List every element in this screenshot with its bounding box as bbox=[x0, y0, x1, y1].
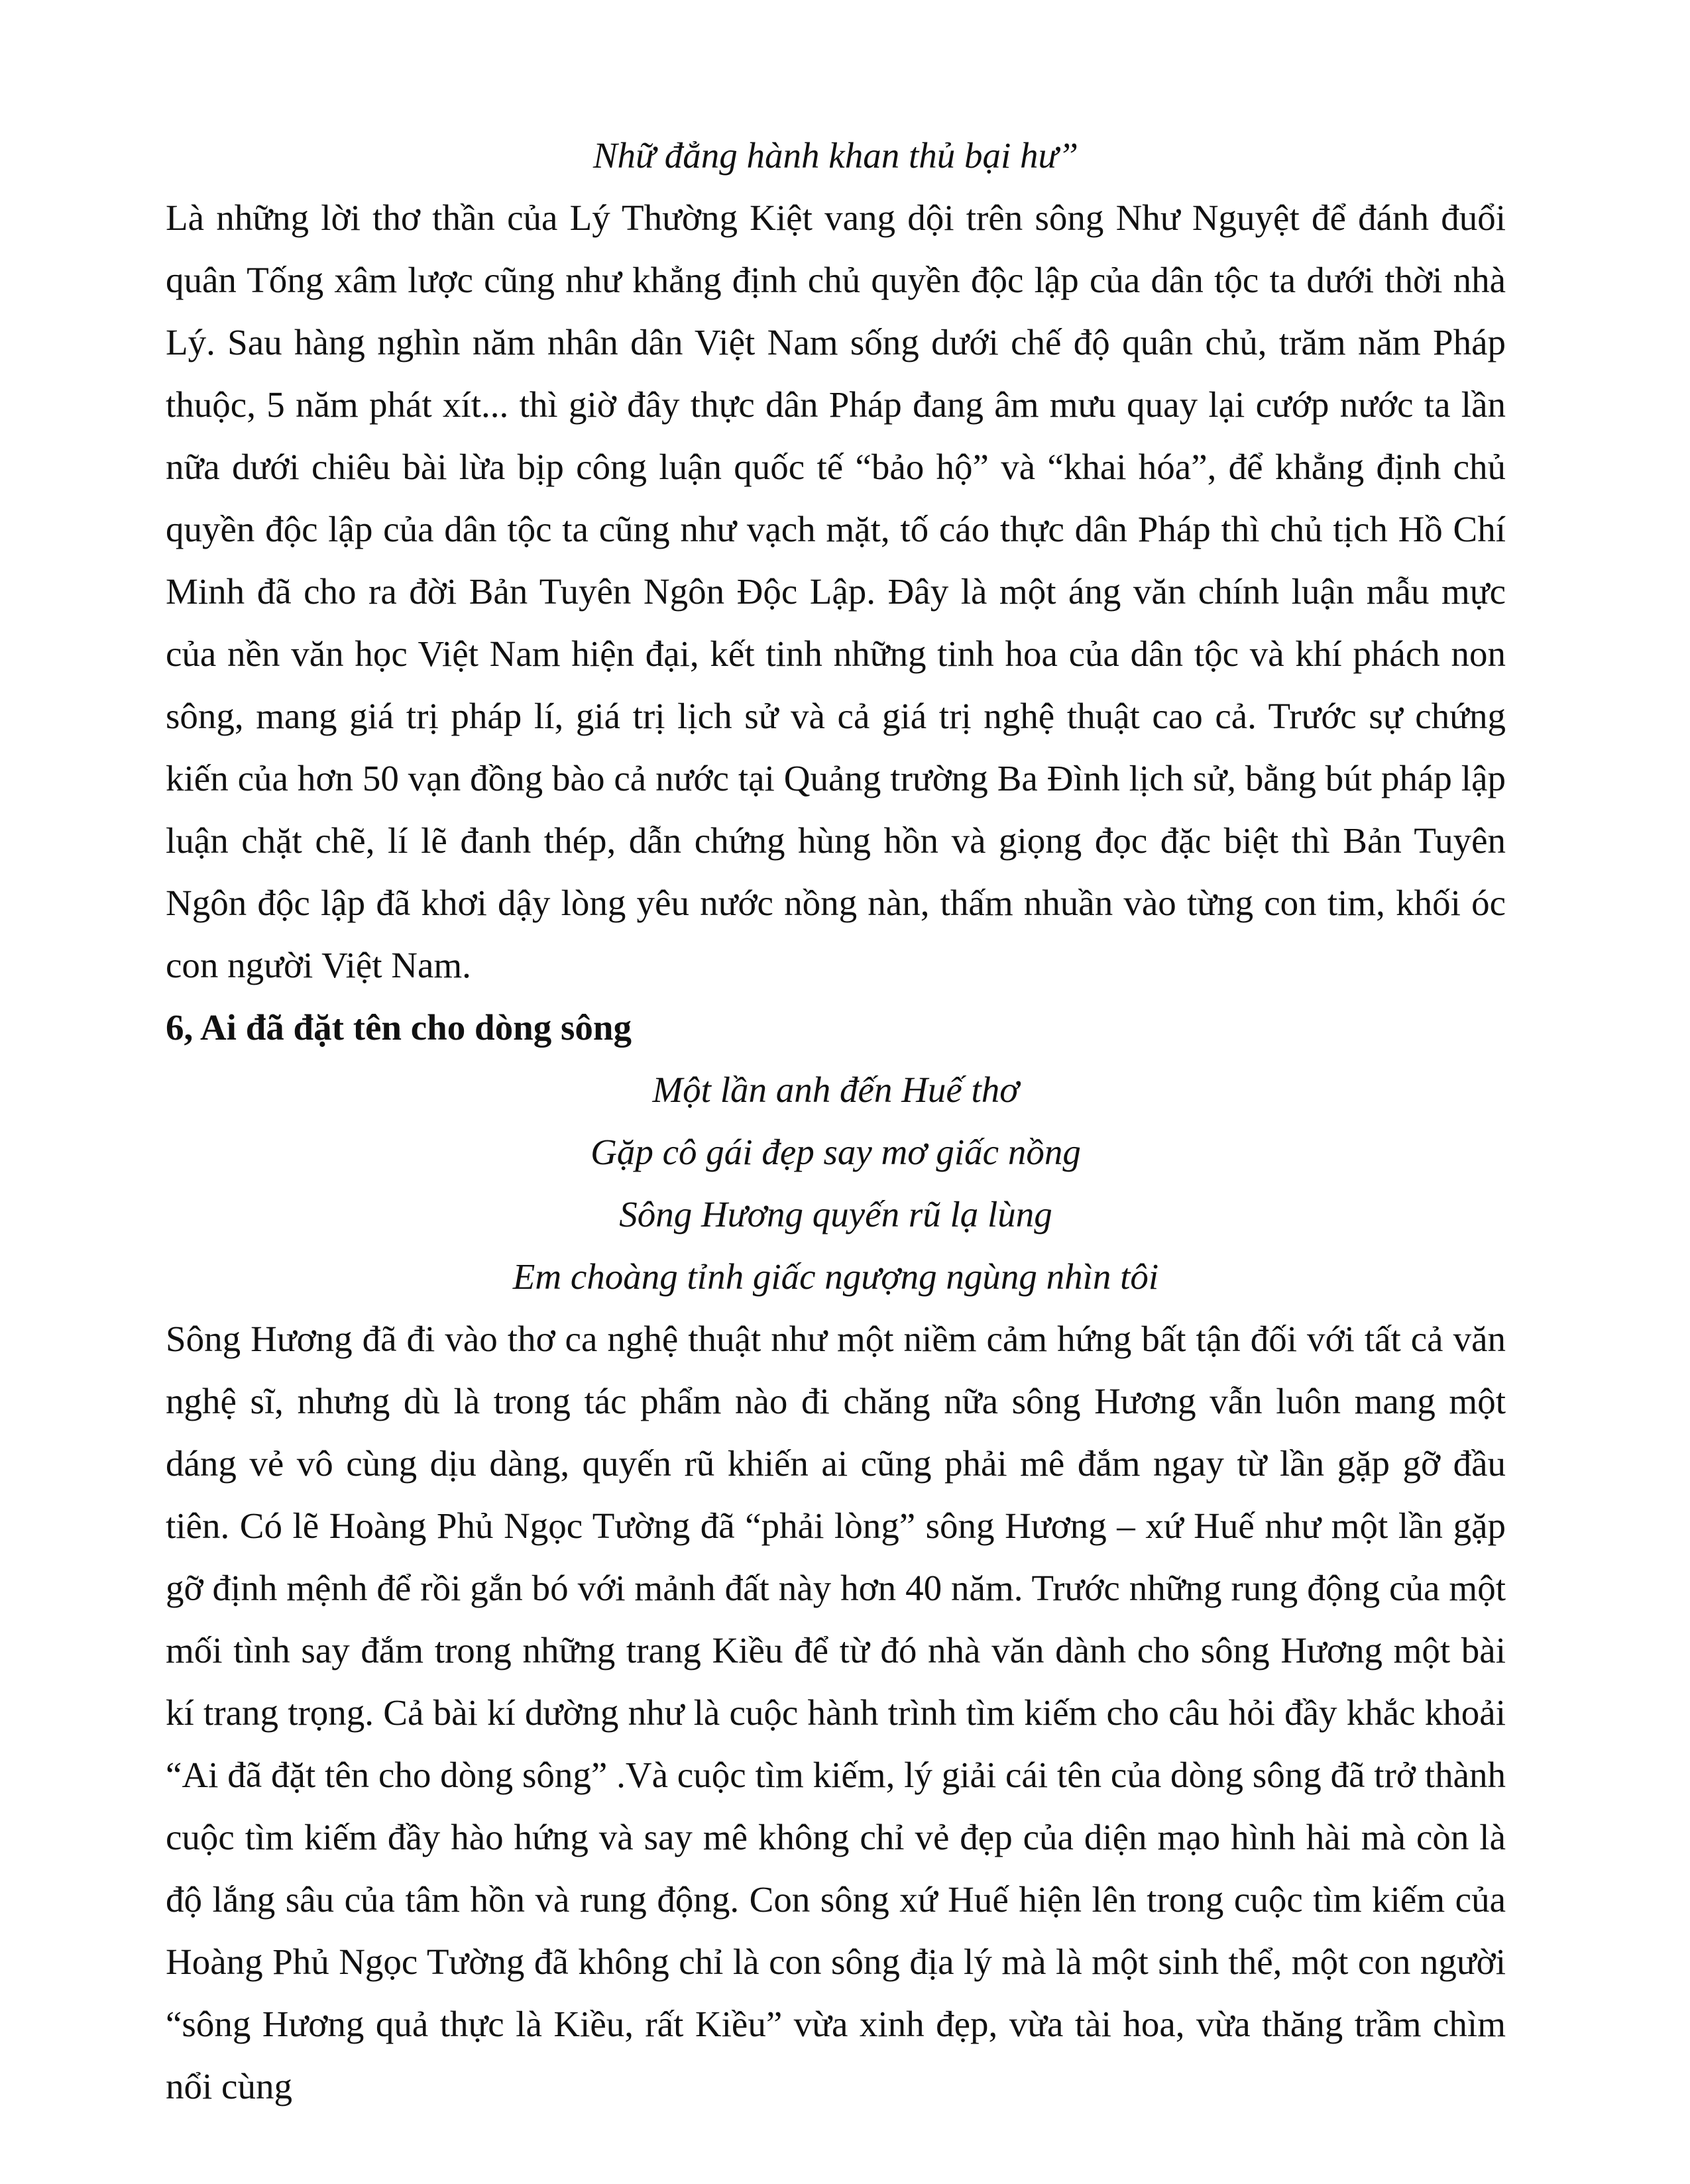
poem-line: Một lần anh đến Huế thơ bbox=[652, 1069, 1019, 1110]
poem-line: Gặp cô gái đẹp say mơ giấc nồng bbox=[591, 1132, 1081, 1172]
paragraph-declaration-of-independence: Là những lời thơ thần của Lý Thường Kiệt vang dội trên sông Như Nguyệt để đánh đuổi quân Tống xâm lược cũng như khẳng định chủ quyền độc lập của dân tộc ta dưới thời nhà Lý. Sau hàng nghìn năm nhân dân Việt Nam sống dưới chế độ quân chủ, trăm năm Pháp thuộc, 5 năm phát xít... thì giờ đây thực dân Pháp đang âm mưu quay lại cướp nước ta lần nữa dưới chiêu bài lừa bịp công luận quốc tế “bảo hộ” và “khai hóa”, để khẳng định chủ quyền độc lập của dân tộc ta cũng như vạch mặt, tố cáo thực dân Pháp thì chủ tịch Hồ Chí Minh đã cho ra đời Bản Tuyên Ngôn Độc Lập. Đây là một áng văn chính luận mẫu mực của nền văn học Việt Nam hiện đại, kết tinh những tinh hoa của dân tộc và khí phách non sông, mang giá trị pháp lí, giá trị lịch sử và cả giá trị nghệ thuật cao cả. Trước sự chứng kiến của hơn 50 vạn đồng bào cả nước tại Quảng trường Ba Đình lịch sử, bằng bút pháp lập luận chặt chẽ, lí lẽ đanh thép, dẫn chứng hùng hồn và giọng đọc đặc biệt thì Bản Tuyên Ngôn độc lập đã khơi dậy lòng yêu nước nồng nàn, thấm nhuần vào từng con tim, khối óc con người Việt Nam. bbox=[166, 197, 1506, 985]
poem-block bbox=[166, 1059, 1506, 1308]
poem-line: Em choàng tỉnh giấc ngượng ngùng nhìn tôi bbox=[512, 1256, 1159, 1297]
section-heading: 6, Ai đã đặt tên cho dòng sông bbox=[166, 1007, 632, 1048]
paragraph-huong-river: Sông Hương đã đi vào thơ ca nghệ thuật như một niềm cảm hứng bất tận đối với tất cả văn nghệ sĩ, nhưng dù là trong tác phẩm nào đi chăng nữa sông Hương vẫn luôn mang một dáng vẻ vô cùng dịu dàng, quyến rũ khiến ai cũng phải mê đắm ngay từ lần gặp gỡ đầu tiên. Có lẽ Hoàng Phủ Ngọc Tường đã “phải lòng” sông Hương – xứ Huế như một lần gặp gỡ định mệnh để rồi gắn bó với mảnh đất này hơn 40 năm. Trước những rung động của một mối tình say đắm trong những trang Kiều để từ đó nhà văn dành cho sông Hương một bài kí trang trọng. Cả bài kí dường như là cuộc hành trình tìm kiếm cho câu hỏi đầy khắc khoải “Ai đã đặt tên cho dòng sông” .Và cuộc tìm kiếm, lý giải cái tên của dòng sông đã trở thành cuộc tìm kiếm đầy hào hứng và say mê không chỉ vẻ đẹp của diện mạo hình hài mà còn là độ lắng sâu của tâm hồn và rung động. Con sông xứ Huế hiện lên trong cuộc tìm kiếm của Hoàng Phủ Ngọc Tường đã không chỉ là con sông địa lý mà là một sinh thể, một con người “sông Hương quả thực là Kiều, rất Kiều” vừa xinh đẹp, vừa tài hoa, vừa thăng trầm chìm nổi cùng bbox=[166, 1319, 1506, 2106]
poem-line: Sông Hương quyến rũ lạ lùng bbox=[619, 1194, 1052, 1234]
opening-verse-line: Nhữ đẳng hành khan thủ bại hư” bbox=[592, 135, 1079, 176]
document-page bbox=[166, 125, 1506, 2118]
